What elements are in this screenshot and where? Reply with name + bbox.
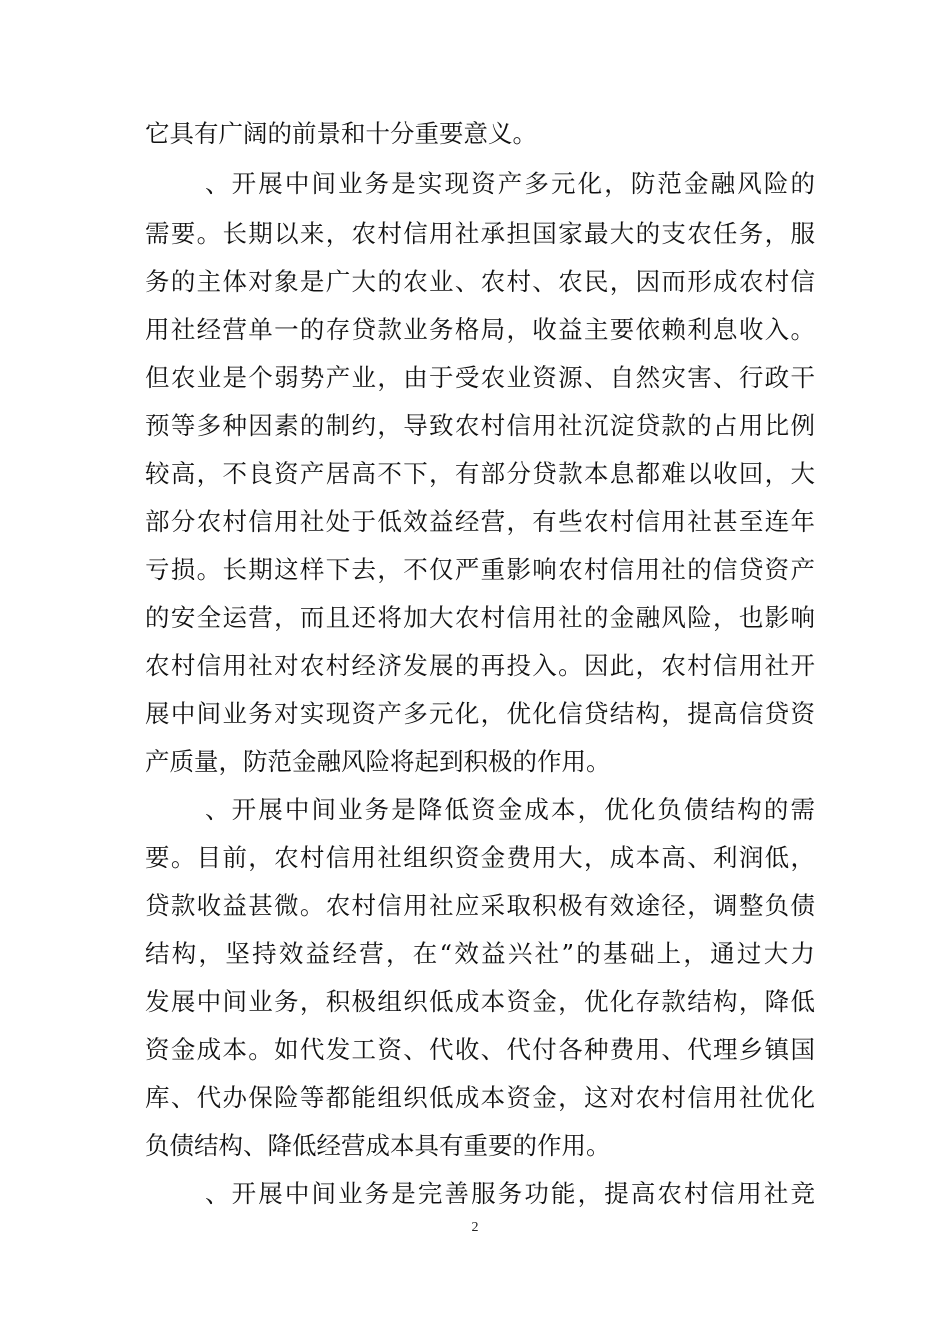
text-line: 用社经营单一的存贷款业务格局，收益主要依赖利息收入。 bbox=[145, 315, 815, 344]
text-line: 亏损。长期这样下去，不仅严重影响农村信用社的信贷资产 bbox=[145, 555, 815, 584]
text-line: 需要。长期以来，农村信用社承担国家最大的支农任务，服 bbox=[145, 219, 815, 248]
text-line: 它具有广阔的前景和十分重要意义。 bbox=[145, 119, 537, 148]
text-line: 发展中间业务，积极组织低成本资金，优化存款结构，降低 bbox=[145, 987, 815, 1016]
text-line: 部分农村信用社处于低效益经营，有些农村信用社甚至连年 bbox=[145, 507, 815, 536]
paragraph-start-line: 、开展中间业务是实现资产多元化，防范金融风险的 bbox=[205, 169, 815, 198]
text-line: 贷款收益甚微。农村信用社应采取积极有效途径，调整负债 bbox=[145, 891, 815, 920]
text-line: 但农业是个弱势产业，由于受农业资源、自然灾害、行政干 bbox=[145, 363, 815, 392]
text-line: 资金成本。如代发工资、代收、代付各种费用、代理乡镇国 bbox=[145, 1035, 815, 1064]
text-line: 预等多种因素的制约，导致农村信用社沉淀贷款的占用比例 bbox=[145, 411, 815, 440]
page-number: 2 bbox=[471, 1220, 479, 1235]
text-line: 负债结构、降低经营成本具有重要的作用。 bbox=[145, 1131, 611, 1160]
text-line: 展中间业务对实现资产多元化，优化信贷结构，提高信贷资 bbox=[145, 699, 815, 728]
text-line: 产质量，防范金融风险将起到积极的作用。 bbox=[145, 747, 611, 776]
text-line: 务的主体对象是广大的农业、农村、农民，因而形成农村信 bbox=[145, 267, 815, 296]
paragraph-start-line: 、开展中间业务是完善服务功能，提高农村信用社竞 bbox=[205, 1179, 815, 1208]
text-line: 较高，不良资产居高不下，有部分贷款本息都难以收回，大 bbox=[145, 459, 815, 488]
text-line: 的安全运营，而且还将加大农村信用社的金融风险，也影响 bbox=[145, 603, 815, 632]
text-line: 农村信用社对农村经济发展的再投入。因此，农村信用社开 bbox=[145, 651, 815, 680]
text-line: 库、代办保险等都能组织低成本资金，这对农村信用社优化 bbox=[145, 1083, 815, 1112]
text-line: 结构，坚持效益经营，在“效益兴社”的基础上，通过大力 bbox=[145, 939, 815, 968]
paragraph-start-line: 、开展中间业务是降低资金成本，优化负债结构的需 bbox=[205, 795, 815, 824]
text-line: 要。目前，农村信用社组织资金费用大，成本高、利润低， bbox=[145, 843, 815, 872]
